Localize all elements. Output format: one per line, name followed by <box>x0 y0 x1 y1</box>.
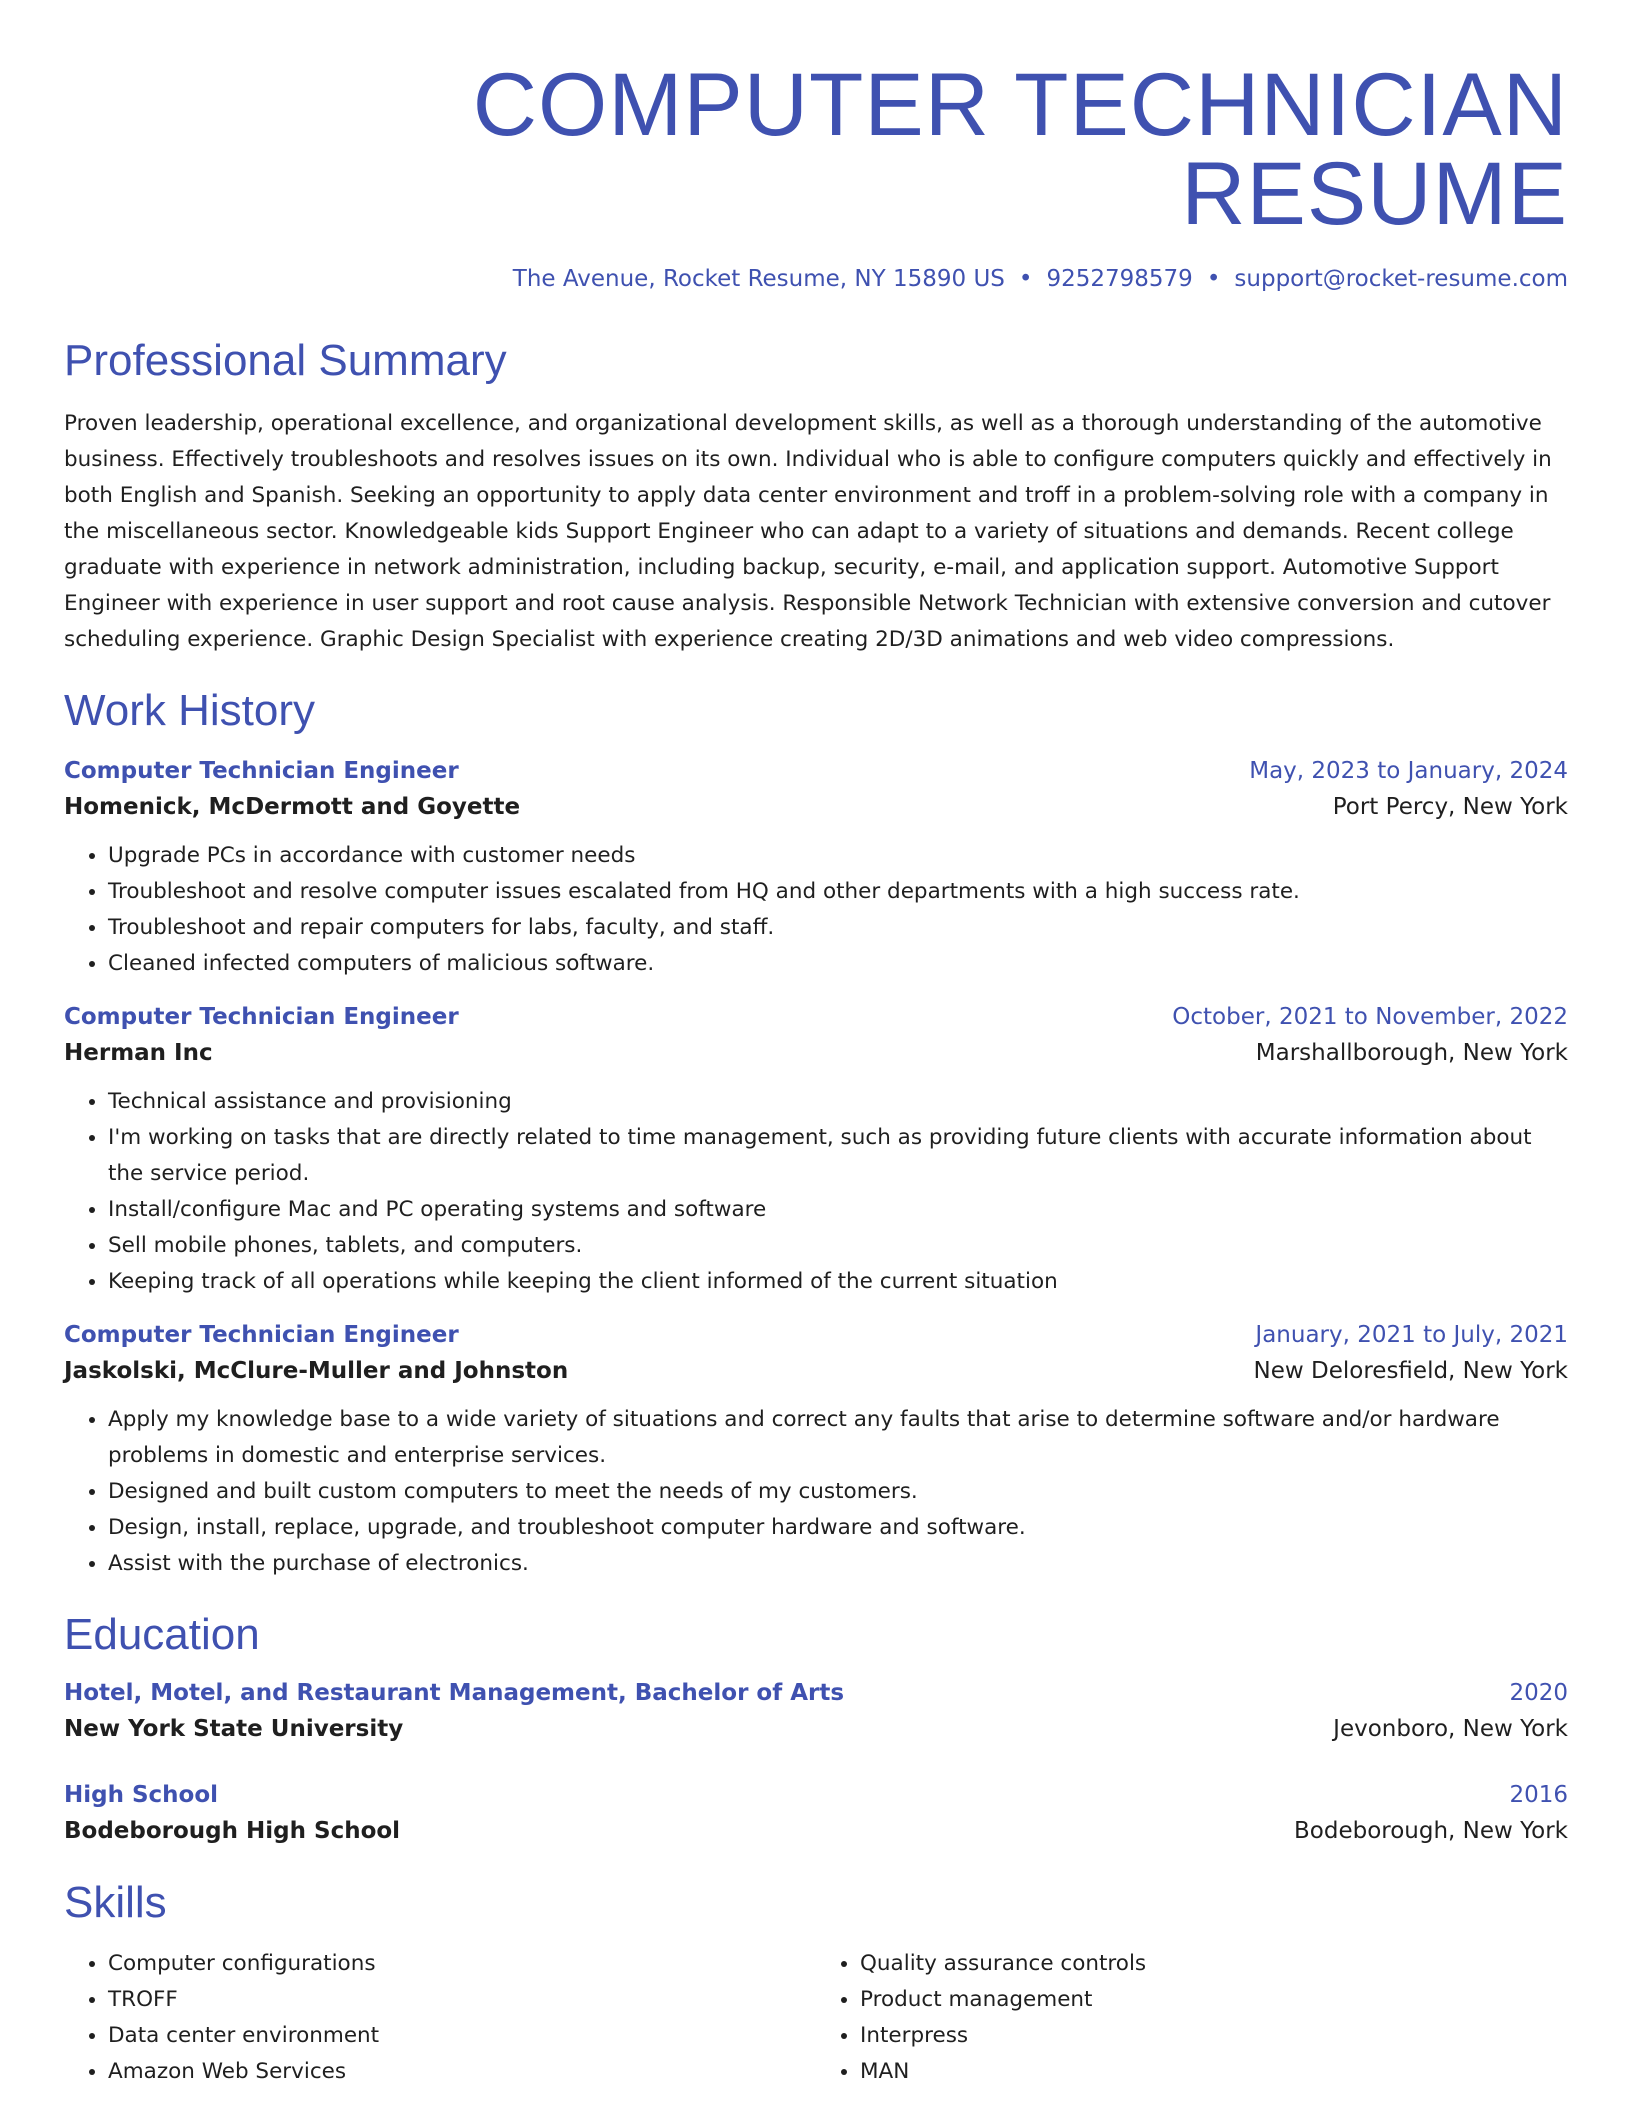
summary-heading: Professional Summary <box>64 336 507 385</box>
education-location: Jevonboro, New York <box>1333 1716 1568 1742</box>
skill-item: • Computer configurations <box>108 1946 816 1982</box>
education-school: New York State University <box>64 1716 404 1742</box>
skills-column-left <box>64 1946 816 2090</box>
job-bullet: • Designed and built custom computers to meet the needs of my customers. <box>108 1474 1568 1510</box>
job-employer: Homenick, McDermott and Goyette <box>64 794 521 820</box>
job-bullet: • Troubleshoot and resolve computer issues escalated from HQ and other departments with a high success rate. <box>108 874 1568 910</box>
job-bullet: • Keeping track of all operations while keeping the client informed of the current situation <box>108 1264 1568 1300</box>
skills-list <box>64 1946 1568 2090</box>
job-bullets <box>64 1402 1568 1582</box>
skills-heading: Skills <box>64 1878 167 1927</box>
job-bullet: • Troubleshoot and repair computers for labs, faculty, and staff. <box>108 910 1568 946</box>
job-bullet: • Sell mobile phones, tablets, and computers. <box>108 1228 1568 1264</box>
education-school: Bodeborough High School <box>64 1818 401 1844</box>
work-history-heading: Work History <box>64 686 315 735</box>
skill-item: • Quality assurance controls <box>860 1946 1568 1982</box>
job-bullet: • Upgrade PCs in accordance with customer needs <box>108 838 1568 874</box>
job-role: Computer Technician Engineer <box>64 1322 459 1348</box>
education-year: 2016 <box>1509 1782 1568 1808</box>
skills-column-right <box>816 1946 1568 2090</box>
job-bullet: • Assist with the purchase of electronics. <box>108 1546 1568 1582</box>
education-entry <box>64 1680 1568 1742</box>
contact-separator: • <box>1206 266 1221 292</box>
skill-item: • TROFF <box>108 1982 816 2018</box>
job-dates: May, 2023 to January, 2024 <box>1249 758 1568 784</box>
job-location: Marshallborough, New York <box>1255 1040 1568 1066</box>
education-year: 2020 <box>1509 1680 1568 1706</box>
resume-title: COMPUTER TECHNICIAN RESUME <box>472 54 1568 243</box>
job-bullet: • Design, install, replace, upgrade, and troubleshoot computer hardware and software. <box>108 1510 1568 1546</box>
job-employer: Herman Inc <box>64 1040 213 1066</box>
contact-email: support@rocket-resume.com <box>1234 266 1568 292</box>
job-bullets <box>64 1084 1568 1300</box>
job-location: New Deloresfield, New York <box>1253 1358 1568 1384</box>
job-role: Computer Technician Engineer <box>64 1004 459 1030</box>
job-bullets <box>64 838 1568 982</box>
job-entry <box>64 1322 1568 1582</box>
skill-item: • Amazon Web Services <box>108 2054 816 2090</box>
contact-phone: 9252798579 <box>1046 266 1193 292</box>
job-location: Port Percy, New York <box>1332 794 1568 820</box>
job-bullet: • I'm working on tasks that are directly related to time management, such as providing future clients with accurate information about the service period. <box>108 1120 1568 1192</box>
skill-item: • Product management <box>860 1982 1568 2018</box>
contact-address: The Avenue, Rocket Resume, NY 15890 US <box>512 266 1005 292</box>
education-location: Bodeborough, New York <box>1294 1818 1568 1844</box>
education-degree: Hotel, Motel, and Restaurant Management, Bachelor of Arts <box>64 1680 845 1706</box>
job-entry <box>64 1004 1568 1300</box>
job-dates: January, 2021 to July, 2021 <box>1255 1322 1568 1348</box>
education-heading: Education <box>64 1610 260 1659</box>
job-bullet: • Apply my knowledge base to a wide variety of situations and correct any faults that arise to determine software and/or hardware problems in domestic and enterprise services. <box>108 1402 1568 1474</box>
skill-item: • MAN <box>860 2054 1568 2090</box>
job-bullet: • Cleaned infected computers of malicious software. <box>108 946 1568 982</box>
contact-separator: • <box>1018 266 1033 292</box>
job-dates: October, 2021 to November, 2022 <box>1172 1004 1568 1030</box>
education-degree: High School <box>64 1782 219 1808</box>
education-entry <box>64 1782 1568 1844</box>
job-bullet: • Install/configure Mac and PC operating systems and software <box>108 1192 1568 1228</box>
skill-item: • Interpress <box>860 2018 1568 2054</box>
summary-text: Proven leadership, operational excellence, and organizational development skills, as well as a thorough understanding of the automotive business. Effectively troubleshoots and resolves issues on its own. Individual who is able to configure computers quickly and effectively in both English and Spanish. Seeking an opportunity to apply data center environment and troff in a problem-solving role with a company in the miscellaneous sector. Knowledgeable kids Support Engineer who can adapt to a variety of situations and demands. Recent college graduate with experience in network administration, including backup, security, e-mail, and application support. Automotive Support Engineer with experience in user support and root cause analysis. Responsible Network Technician with extensive conversion and cutover scheduling experience. Graphic Design Specialist with experience creating 2D/3D animations and web video compressions. <box>64 411 1552 652</box>
job-bullet: • Technical assistance and provisioning <box>108 1084 1568 1120</box>
skill-item: • Data center environment <box>108 2018 816 2054</box>
job-entry <box>64 758 1568 982</box>
job-employer: Jaskolski, McClure-Muller and Johnston <box>64 1358 569 1384</box>
job-role: Computer Technician Engineer <box>64 758 459 784</box>
contact-line <box>64 266 1568 292</box>
